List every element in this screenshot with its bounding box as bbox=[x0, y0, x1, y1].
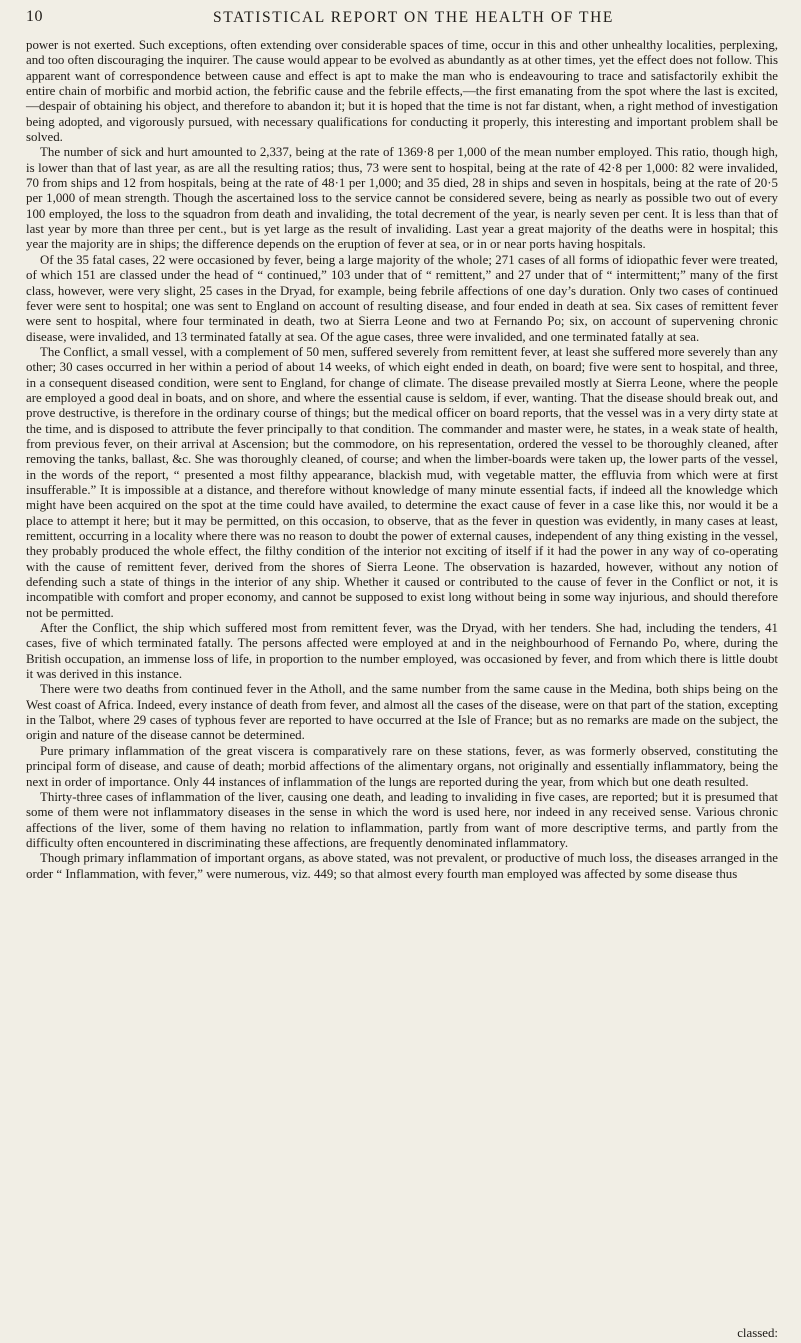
body-text bbox=[26, 38, 778, 882]
paragraph: Though primary inflammation of important organs, as above stated, was not prevalent, or productive of much loss, the diseases arranged in the order “ Inflammation, with fever,” were numerous, viz. 449; so that almost every fourth man employed was affected by some disease thus bbox=[26, 851, 778, 881]
paragraph: After the Conflict, the ship which suffered most from remittent fever, was the Dryad, with her tenders. She had, including the tenders, 41 cases, five of which terminated fatally. The persons affected were employed at and in the neighbourhood of Fernando Po, where, during the British occupation, an immense loss of life, in proportion to the number employed, was occasioned by fever, and from which there is little doubt it was derived in this instance. bbox=[26, 621, 778, 682]
running-title: STATISTICAL REPORT ON THE HEALTH OF THE bbox=[213, 9, 614, 26]
paragraph: The number of sick and hurt amounted to 2,337, being at the rate of 1369·8 per 1,000 of the mean number employed. This ratio, though high, is lower than that of last year, as are all the resulting ratios; thus, 73 were sent to hospital, being at the rate of 42·8 per 1,000: 82 were invalided, 70 from ships and 12 from hospitals, being at the rate of 48·1 per 1,000; and 35 died, 28 in ships and seven in hospitals, being at the rate of 20·5 per 1,000 of mean strength. Though the ascertained loss to the service cannot be considered severe, being as nearly as possible two out of every 100 employed, the loss to the squadron from death and invaliding, the total decrement of the year, is nearly seven per cent. It is less than that of last year by more than three per cent., but is yet large as the result of invaliding. Last year a great majority of the deaths were in hospital; this year the majority are in ships; the difference depends on the eruption of fever at sea, or in or near ports having hospitals. bbox=[26, 145, 778, 252]
catchword: classed: bbox=[737, 1326, 778, 1340]
paragraph: Of the 35 fatal cases, 22 were occasioned by fever, being a large majority of the whole; 271 cases of all forms of idiopathic fever were treated, of which 151 are classed under the head of “ continued,” 103 under that of “ remittent,” and 27 under that of “ intermittent;” many of the first class, however, were very slight, 25 cases in the Dryad, for example, being febrile affections of one day’s duration. Only two cases of continued fever were sent to hospital; one was sent to England on account of resulting disease, and four ended in death at sea. Six cases of remittent fever were sent to hospital, where four terminated in death, two at Sierra Leone and two at Fernando Po; six, on account of supervening chronic disease, were invalided, and 13 terminated fatally at sea. Of the ague cases, three were invalided, and one terminated fatally at sea. bbox=[26, 252, 778, 344]
paragraph: The Conflict, a small vessel, with a complement of 50 men, suffered severely from remittent fever, at least she suffered more severely than any other; 30 cases occurred in her within a period of about 14 weeks, of which eight ended in death, on board; five were sent to hospital, and three, in a consequent diseased condition, were sent to England, for change of climate. The disease prevailed mostly at Sierra Leone, where the people are employed a good deal in boats, and on shore, and where the essential cause is seldom, if ever, wanting. That the disease should break out, and prove destructive, is therefore in the ordinary course of things; but the medical officer on board reports, that the vessel was in a very dirty state at the time, and is disposed to attribute the fever principally to that condition. The commander and master were, he states, in a weak state of health, from previous fever, on their arrival at Ascension; but the commodore, on his representation, ordered the vessel to be thoroughly cleaned, after removing the tanks, ballast, &c. She was thoroughly cleaned, of course; and when the limber-boards were taken up, the lower parts of the vessel, in the words of the report, “ presented a most filthy appearance, blackish mud, with vegetable matter, the effluvia from which were at first insufferable.” It is impossible at a distance, and therefore without knowledge of many minute essential facts, if indeed all the knowledge which might have been acquired on the spot at the time could have availed, to determine the exact cause of fever in a case like this, nor would it be a place to attempt it here; but it may be permitted, on this occasion, to observe, that as the fever in question was evidently, in many cases at least, remittent, occurring in a locality where there was no reason to doubt the power of external causes, independent of any thing existing in the vessel, they probably produced the whole effect, the filthy condition of the interior not exciting of itself if it had the power in any way of co-operating with the cause of remittent fever, derived from the shores of Sierra Leone. The observation is hazarded, however, without any notion of defending such a state of things in the interior of any ship. Whether it caused or contributed to the cause of fever in the Conflict or not, it is incompatible with comfort and proper economy, and cannot be supposed to exist long without being in some way injurious, and should therefore not be permitted. bbox=[26, 344, 778, 620]
paragraph: power is not exerted. Such exceptions, often extending over considerable spaces of time, occur in this and other unhealthy localities, perplexing, and too often discouraging the inquirer. The cause would appear to be evolved as abundantly as at other times, yet the effect does not follow. This apparent want of correspondence between cause and effect is apt to make the man who is endeavouring to trace and satisfactorily exhibit the entire chain of morbific and morbid action, the febrific cause and the febrile effects,—the first emanating from the spot where the last is excited, —despair of obtaining his object, and therefore to abandon it; but it is hoped that the time is not far distant, when, a right method of investigation being adopted, and vigorously pursued, with necessary qualifications for conducting it properly, this interesting and important problem shall be solved. bbox=[26, 38, 778, 145]
paragraph: There were two deaths from continued fever in the Atholl, and the same number from the same cause in the Medina, both ships being on the West coast of Africa. Indeed, every instance of death from fever, and almost all the cases of the disease, were on that part of the station, excepting in the Talbot, where 29 cases of typhous fever are reported to have occurred at the Isle of France; but as no remarks are made on the subject, the origin and nature of the disease cannot be determined. bbox=[26, 682, 778, 743]
page-header bbox=[26, 6, 771, 32]
page-number: 10 bbox=[26, 8, 43, 25]
paragraph: Pure primary inflammation of the great viscera is comparatively rare on these stations, fever, as was formerly observed, constituting the principal form of disease, and cause of death; morbid affections of the alimentary organs, not originally and essentially inflammatory, being the next in order of importance. Only 44 instances of inflammation of the lungs are reported during the year, from which but one death resulted. bbox=[26, 743, 778, 789]
paragraph: Thirty-three cases of inflammation of the liver, causing one death, and leading to invaliding in five cases, are reported; but it is presumed that some of them were not inflammatory diseases in the sense in which the word is used here, nor indeed in any received sense. Various chronic affections of the liver, some of them having no relation to inflammation, partly from want of more descriptive terms, and partly from the difficulty often encountered in discriminating these affections, are frequently denominated inflammatory. bbox=[26, 789, 778, 850]
